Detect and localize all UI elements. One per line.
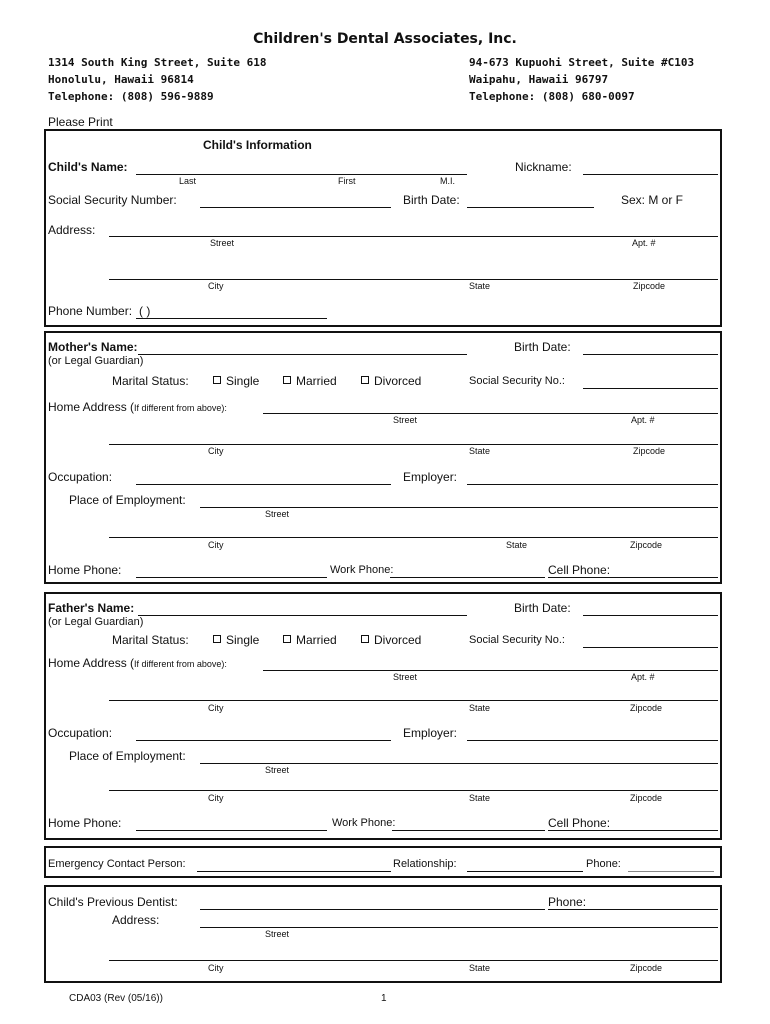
mother-employer-label: Employer: (403, 470, 458, 484)
father-employer-line[interactable] (467, 740, 718, 741)
mother-cell-phone-label: Cell Phone: (548, 563, 611, 577)
mother-zip-label: Zipcode (633, 446, 666, 456)
previous-dentist-city-line[interactable] (109, 960, 718, 961)
mother-employer-line[interactable] (467, 484, 718, 485)
mother-home-phone-line[interactable] (136, 577, 327, 578)
father-zip-label: Zipcode (630, 703, 663, 713)
child-birth-label: Birth Date: (403, 193, 460, 207)
previous-dentist-state-label: State (469, 963, 491, 973)
child-ssn-label: Social Security Number: (48, 193, 177, 207)
mother-name-label: Mother's Name: (48, 340, 138, 354)
father-single-checkbox[interactable] (213, 633, 259, 647)
mother-married-label: Married (296, 374, 337, 388)
father-street-label: Street (393, 672, 418, 682)
previous-dentist-line[interactable] (200, 909, 545, 910)
father-divorced-label: Divorced (374, 633, 422, 647)
father-employer-label: Employer: (403, 726, 458, 740)
form-code: CDA03 (Rev (05/16)) (69, 993, 163, 1004)
mother-city-label: City (208, 446, 224, 456)
father-guardian-label: (or Legal Guardian) (48, 616, 144, 628)
father-place-city-label: City (208, 793, 224, 803)
father-apt-label: Apt. # (631, 672, 655, 682)
previous-dentist-zip-label: Zipcode (630, 963, 663, 973)
child-state-label: State (469, 281, 491, 291)
father-married-checkbox[interactable] (283, 633, 337, 647)
father-ssn-label: Social Security No.: (469, 634, 565, 646)
emergency-phone-label: Phone: (586, 858, 621, 870)
father-place-zip-label: Zipcode (630, 793, 663, 803)
mother-apt-label: Apt. # (631, 415, 655, 425)
father-place-street-label: Street (265, 765, 290, 775)
mother-ssn-label: Social Security No.: (469, 375, 565, 387)
previous-dentist-label: Child's Previous Dentist: (48, 895, 178, 909)
emergency-contact-label: Emergency Contact Person: (48, 858, 186, 870)
child-phone-label: Phone Number: (48, 304, 133, 318)
mother-work-phone-label: Work Phone: (330, 564, 394, 576)
father-marital-label: Marital Status: (112, 633, 189, 647)
child-address-label: Address: (48, 223, 96, 237)
mother-single-label: Single (226, 374, 260, 388)
child-sex-label: Sex: M or F (621, 193, 684, 207)
father-place-label: Place of Employment: (69, 749, 186, 763)
previous-dentist-street-line[interactable] (200, 927, 718, 928)
father-birth-label: Birth Date: (514, 601, 571, 615)
nickname-label: Nickname: (515, 160, 572, 174)
father-occupation-label: Occupation: (48, 726, 113, 740)
previous-dentist-phone-line[interactable] (548, 909, 718, 910)
father-place-state-label: State (469, 793, 491, 803)
mother-married-checkbox[interactable] (283, 374, 337, 388)
father-ssn-line[interactable] (583, 647, 718, 648)
previous-dentist-city-label: City (208, 963, 224, 973)
previous-dentist-address-label: Address: (112, 913, 160, 927)
mother-ssn-line[interactable] (583, 388, 718, 389)
right-telephone: Telephone: (808) 680-0097 (469, 90, 635, 103)
mother-guardian-label: (or Legal Guardian) (48, 355, 144, 367)
right-address-line2: Waipahu, Hawaii 96797 (469, 73, 609, 86)
emergency-phone-line[interactable] (628, 871, 714, 872)
child-city-line[interactable] (109, 279, 718, 280)
child-name-line[interactable] (136, 174, 467, 175)
father-street-line[interactable] (263, 670, 718, 671)
father-city-label: City (208, 703, 224, 713)
father-home-phone-label: Home Phone: (48, 816, 122, 830)
father-name-label: Father's Name: (48, 601, 135, 615)
mother-single-checkbox[interactable] (213, 374, 259, 388)
father-home-address-label: Home Address (If different from above): (48, 656, 227, 670)
father-work-phone-line[interactable] (392, 830, 545, 831)
child-ssn-line[interactable] (200, 207, 391, 208)
mother-birth-label: Birth Date: (514, 340, 571, 354)
mother-marital-label: Marital Status: (112, 374, 189, 388)
left-telephone: Telephone: (808) 596-9889 (48, 90, 214, 103)
child-street-label: Street (210, 238, 235, 248)
emergency-relationship-line[interactable] (467, 871, 583, 872)
father-work-phone-label: Work Phone: (332, 817, 396, 829)
child-phone-line[interactable] (136, 318, 327, 319)
father-divorced-checkbox[interactable] (361, 633, 421, 647)
mother-divorced-checkbox[interactable] (361, 374, 421, 388)
father-state-label: State (469, 703, 491, 713)
child-zip-label: Zipcode (633, 281, 666, 291)
child-name-label: Child's Name: (48, 160, 128, 174)
father-birth-line[interactable] (583, 615, 718, 616)
father-home-phone-line[interactable] (136, 830, 327, 831)
clinic-title: Children's Dental Associates, Inc. (253, 31, 517, 47)
mother-name-line[interactable] (138, 354, 467, 355)
child-apt-label: Apt. # (632, 238, 656, 248)
mother-occupation-line[interactable] (136, 484, 391, 485)
father-single-label: Single (226, 633, 260, 647)
father-married-label: Married (296, 633, 337, 647)
child-street-line[interactable] (109, 236, 718, 237)
child-phone-paren: ( ) (139, 304, 151, 318)
mother-street-line[interactable] (263, 413, 718, 414)
father-city-line[interactable] (109, 700, 718, 701)
emergency-relationship-label: Relationship: (393, 858, 457, 870)
father-cell-phone-line[interactable] (548, 830, 718, 831)
child-birth-line[interactable] (467, 207, 594, 208)
mother-divorced-label: Divorced (374, 374, 422, 388)
father-cell-phone-label: Cell Phone: (548, 816, 611, 830)
mother-info-box (44, 331, 722, 584)
child-first-label: First (338, 176, 356, 186)
please-print: Please Print (48, 115, 113, 129)
previous-dentist-phone-label: Phone: (548, 895, 587, 909)
father-place-street-line[interactable] (200, 763, 718, 764)
left-address-line1: 1314 South King Street, Suite 618 (48, 56, 267, 69)
mother-home-address-label: Home Address (If different from above): (48, 400, 227, 414)
mother-place-street-line[interactable] (200, 507, 718, 508)
child-city-label: City (208, 281, 224, 291)
child-info-box (44, 129, 722, 327)
mother-place-zip-label: Zipcode (630, 540, 663, 550)
previous-dentist-street-label: Street (265, 929, 290, 939)
father-occupation-line[interactable] (136, 740, 391, 741)
left-address-line2: Honolulu, Hawaii 96814 (48, 73, 194, 86)
nickname-line[interactable] (583, 174, 718, 175)
mother-place-label: Place of Employment: (69, 493, 186, 507)
mother-home-phone-label: Home Phone: (48, 563, 122, 577)
mother-place-city-label: City (208, 540, 224, 550)
child-info-heading: Child's Information (203, 138, 312, 152)
mother-street-label: Street (393, 415, 418, 425)
mother-place-city-line[interactable] (109, 537, 718, 538)
emergency-contact-line[interactable] (197, 871, 391, 872)
father-name-line[interactable] (138, 615, 467, 616)
mother-place-street-label: Street (265, 509, 290, 519)
child-last-label: Last (179, 176, 197, 186)
mother-occupation-label: Occupation: (48, 470, 113, 484)
mother-work-phone-line[interactable] (390, 577, 545, 578)
page-number: 1 (381, 993, 387, 1004)
mother-state-label: State (469, 446, 491, 456)
mother-birth-line[interactable] (583, 354, 718, 355)
right-address-line1: 94-673 Kupuohi Street, Suite #C103 (469, 56, 695, 69)
mother-place-state-label: State (506, 540, 528, 550)
child-mi-label: M.I. (440, 176, 455, 186)
mother-city-line[interactable] (109, 444, 718, 445)
father-place-city-line[interactable] (109, 790, 718, 791)
mother-cell-phone-line[interactable] (548, 577, 718, 578)
father-info-box (44, 592, 722, 840)
